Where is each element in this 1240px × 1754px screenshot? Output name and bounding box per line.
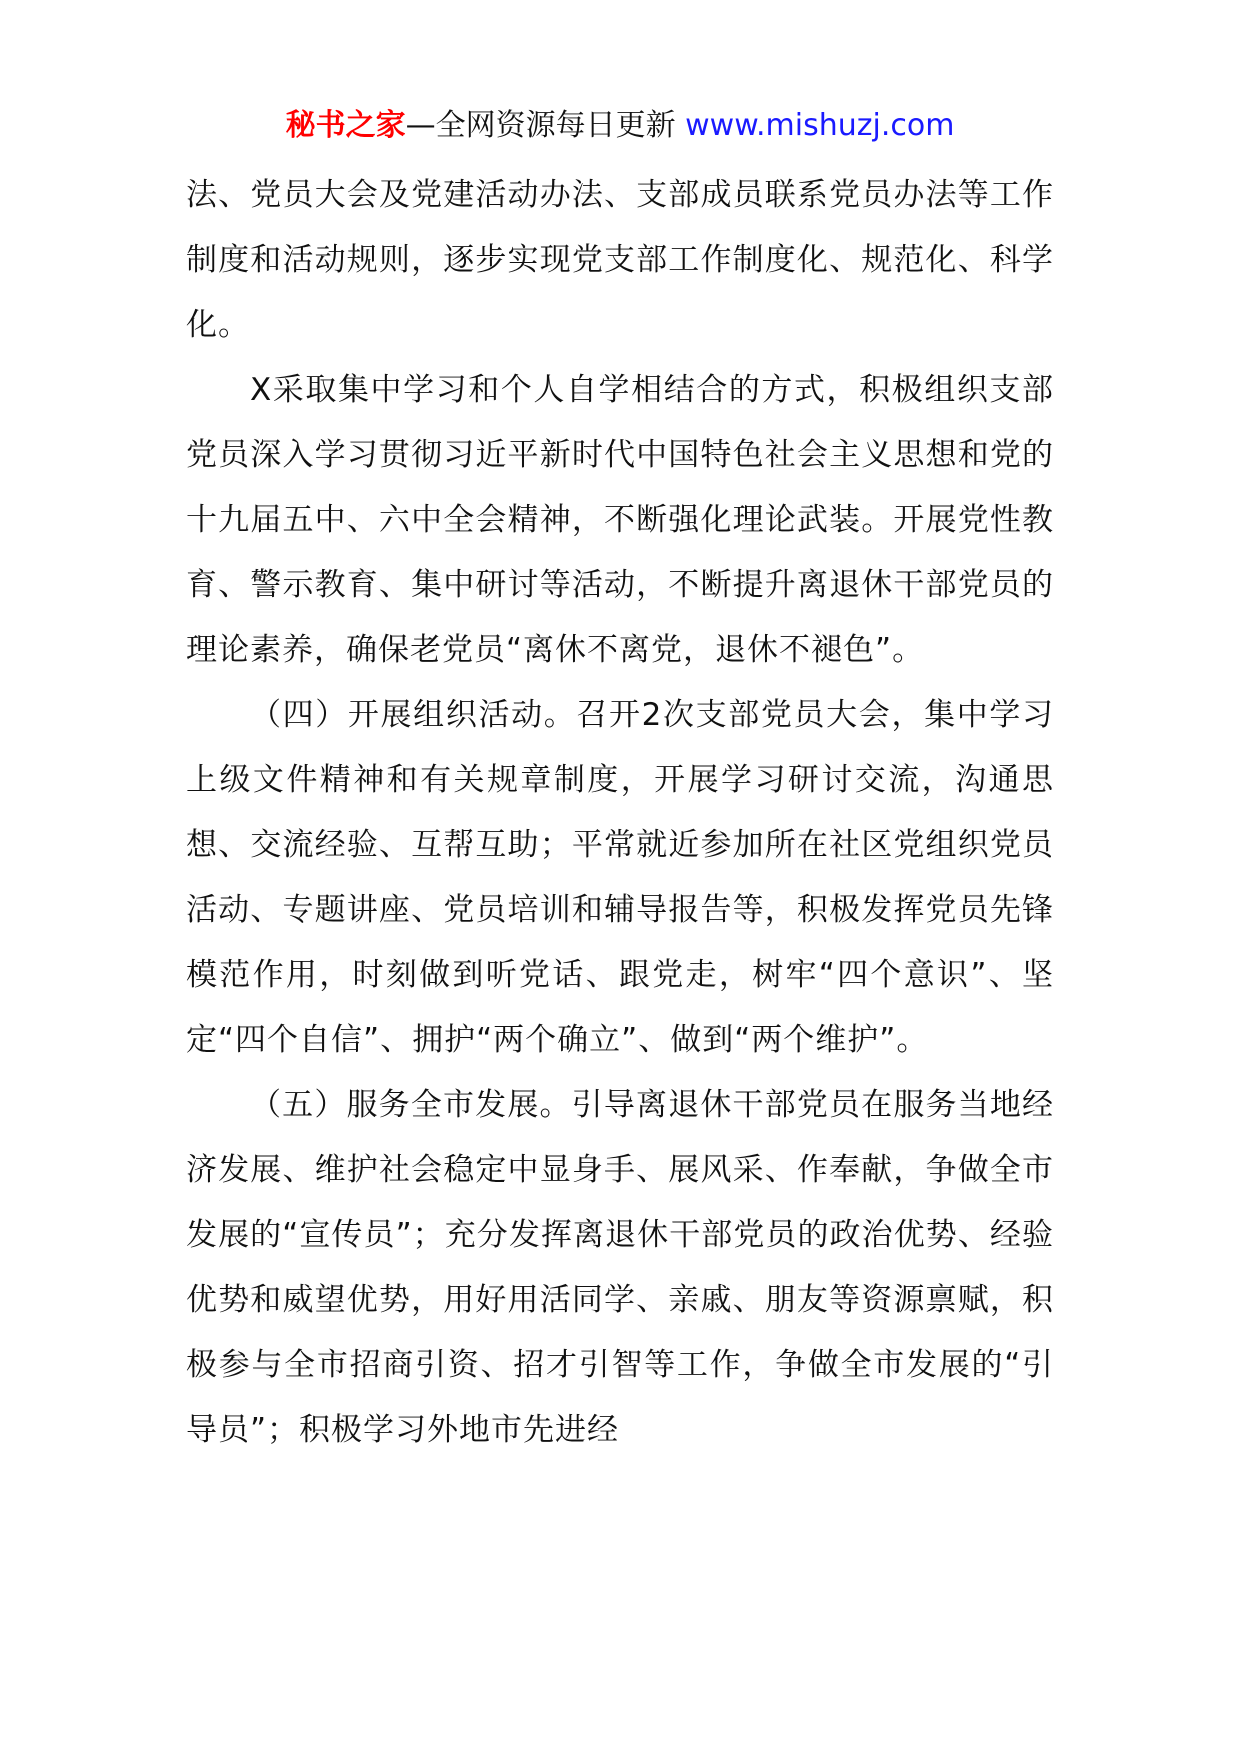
paragraph-continued: 法、党员大会及党建活动办法、支部成员联系党员办法等工作制度和活动规则，逐步实现党支部工作制度化、规范化、科学化。 <box>186 177 1054 343</box>
site-banner <box>0 104 1240 148</box>
paragraph-organize-activities: （四）开展组织活动。召开2次支部党员大会，集中学习上级文件精神和有关规章制度，开展学习研讨交流，沟通思想、交流经验、互帮互助；平常就近参加所在社区党组织党员活动、专题讲座、党员培训和辅导报告等，积极发挥党员先锋模范作用，时刻做到听党话、跟党走，树牢“四个意识”、坚定“四个自信”、拥护“两个确立”、做到“两个维护”。 <box>186 697 1054 1058</box>
paragraph-study: X采取集中学习和个人自学相结合的方式，积极组织支部党员深入学习贯彻习近平新时代中国特色社会主义思想和党的十九届五中、六中全会精神，不断强化理论武装。开展党性教育、警示教育、集中研讨等活动，不断提升离退休干部党员的理论素养，确保老党员“离休不离党，退休不褪色”。 <box>186 372 1054 668</box>
site-brand: 秘书之家 <box>285 108 406 143</box>
site-slogan: —全网资源每日更新 <box>405 108 676 143</box>
site-url-link[interactable]: www.mishuzj.com <box>685 108 955 143</box>
paragraph-serve-development: （五）服务全市发展。引导离退休干部党员在服务当地经济发展、维护社会稳定中显身手、展风采、作奉献，争做全市发展的“宣传员”；充分发挥离退休干部党员的政治优势、经验优势和威望优势，用好用活同学、亲戚、朋友等资源禀赋，积极参与全市招商引资、招才引智等工作，争做全市发展的“引导员”；积极学习外地市先进经 <box>186 1087 1054 1448</box>
document-body <box>186 163 1054 1463</box>
